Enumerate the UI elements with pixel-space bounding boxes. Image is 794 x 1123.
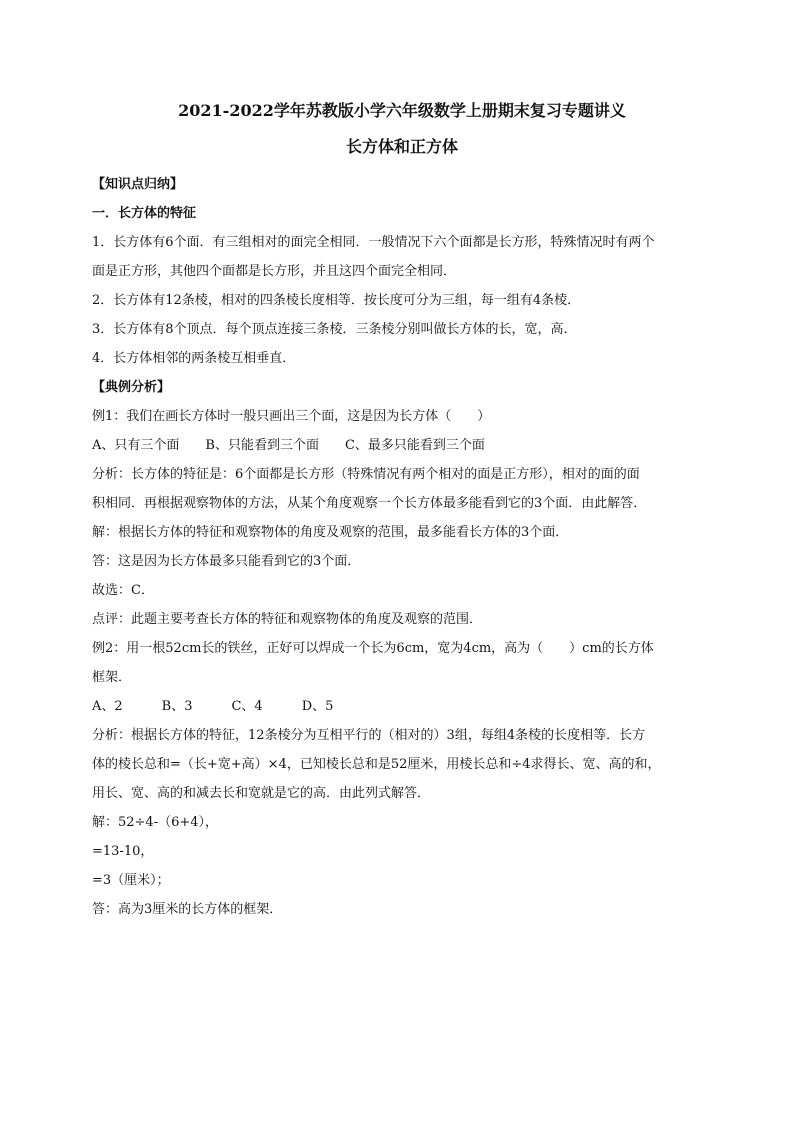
analysis-section bbox=[92, 373, 712, 924]
knowledge-item: 3．长方体有8个顶点．每个顶点连接三条棱．三条棱分别叫做长方体的长，宽，高． bbox=[92, 322, 577, 337]
example-solution: =3（厘米）； bbox=[92, 873, 170, 888]
document-subtitle: 长方体和正方体 bbox=[345, 137, 458, 156]
example-question: 例1：我们在画长方体时一般只画出三个面，这是因为长方体（ ） bbox=[92, 409, 491, 424]
example-analysis: 分析：长方体的特征是：6个面都是长方形（特殊情况有两个相对的面是正方形），相对的面的面 bbox=[92, 467, 640, 482]
example-answer: 答：这是因为长方体最多只能看到它的3个面． bbox=[92, 554, 361, 569]
example-solution: 解：52÷4-（6+4）， bbox=[92, 815, 219, 830]
example-analysis: 用长、宽、高的和减去长和宽就是它的高．由此列式解答． bbox=[92, 786, 431, 801]
example-question: 框架． bbox=[92, 670, 132, 685]
document-page bbox=[92, 100, 712, 924]
example-analysis: 积相同．再根据观察物体的方法，从某个角度观察一个长方体最多能看到它的3个面．由此解答． bbox=[92, 496, 647, 511]
example-options: A、只有三个面 B、只能看到三个面 C、最多只能看到三个面 bbox=[92, 438, 485, 453]
example-analysis: 分析：根据长方体的特征，12条棱分为互相平行的（相对的）3组，每组4条棱的长度相等．长方 bbox=[92, 728, 646, 743]
knowledge-item: 2．长方体有12条棱，相对的四条棱长度相等．按长度可分为三组，每一组有4条棱． bbox=[92, 293, 581, 308]
example-options: A、2 B、3 C、4 D、5 bbox=[92, 699, 334, 714]
example-question: 例2：用一根52cm长的铁丝，正好可以焊成一个长为6cm，宽为4cm，高为（ ）cm的长方体 bbox=[92, 641, 654, 656]
example-1 bbox=[92, 402, 712, 634]
knowledge-heading: 【知识点归纳】 bbox=[92, 177, 184, 192]
knowledge-item: 1．长方体有6个面．有三组相对的面完全相同．一般情况下六个面都是长方形，特殊情况时有两个 bbox=[92, 235, 655, 250]
example-choice: 故选：C． bbox=[92, 583, 154, 598]
document-title: 2021-2022学年苏教版小学六年级数学上册期末复习专题讲义 bbox=[178, 101, 626, 120]
example-comment: 点评：此题主要考查长方体的特征和观察物体的角度及观察的范围． bbox=[92, 612, 483, 627]
section-title: 一．长方体的特征 bbox=[92, 206, 197, 221]
example-solution: 解：根据长方体的特征和观察物体的角度及观察的范围，最多能看长方体的3个面． bbox=[92, 525, 569, 540]
knowledge-item: 面是正方形，其他四个面都是长方形，并且这四个面完全相同． bbox=[92, 264, 457, 279]
knowledge-section bbox=[92, 170, 712, 373]
example-2 bbox=[92, 634, 712, 924]
example-solution: =13-10， bbox=[92, 844, 154, 859]
knowledge-item: 4．长方体相邻的两条棱互相垂直． bbox=[92, 351, 296, 366]
example-analysis: 体的棱长总和=（长+宽+高）×4，已知棱长总和是52厘米，用棱长总和÷4求得长、宽、高的和， bbox=[92, 757, 661, 772]
example-answer: 答：高为3厘米的长方体的框架． bbox=[92, 902, 283, 917]
analysis-heading: 【典例分析】 bbox=[92, 380, 171, 395]
